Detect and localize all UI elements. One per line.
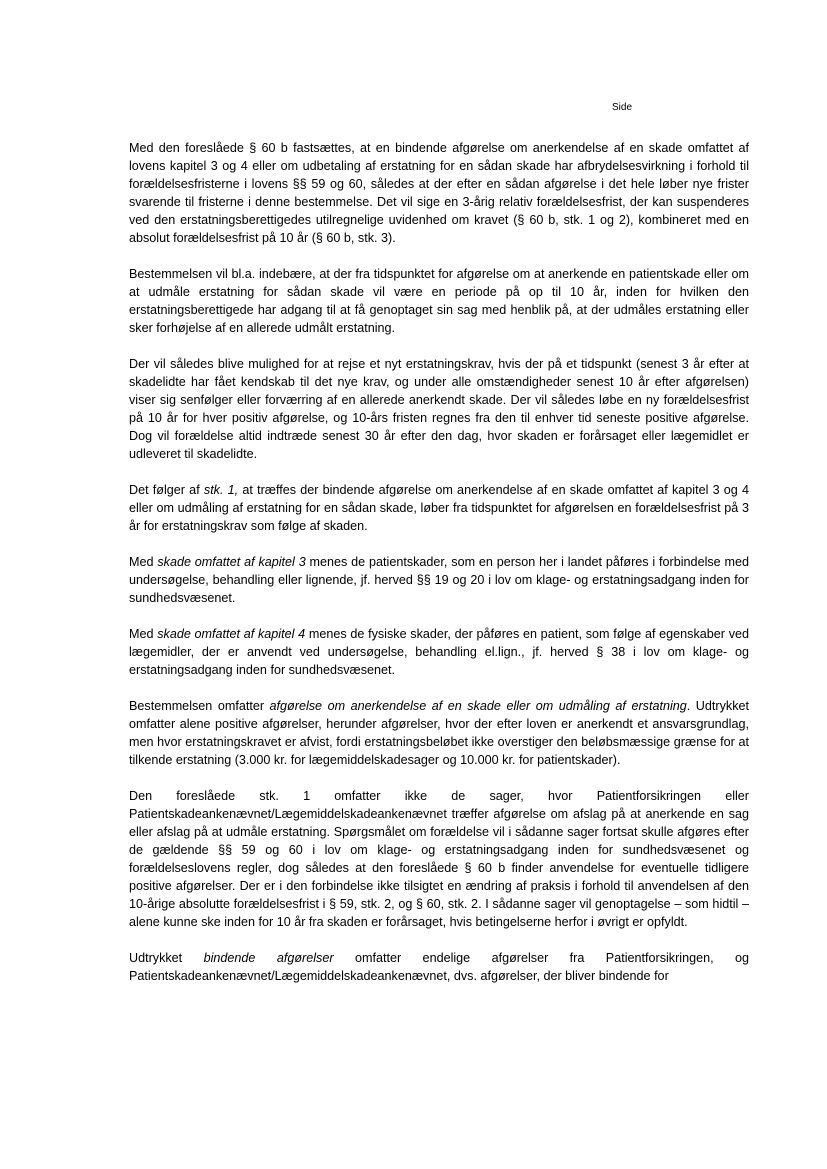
emphasis-stk1: stk. 1, (203, 483, 239, 497)
paragraph-6: Med skade omfattet af kapitel 4 menes de fysiske skader, der påføres en patient, som følge af egenskaber ved lægemidler, der er anvendt ved undersøgelse, behandling el.lign., jf. herved § 38 i lov om klage- og erstatningsadgang inden for sundhedsvæsenet. (129, 627, 750, 677)
paragraph-1: Med den foreslåede § 60 b fastsættes, at en bindende afgørelse om anerkendelse af en skade omfattet af lovens kapitel 3 og 4 eller om udbetaling af erstatning for en sådan skade har afbrydelsesvirkning i forhold til forældelsesfristerne i lovens §§ 59 og 60, således at der efter en sådan afgørelse i det hele løber nye frister svarende til fristerne i denne bestemmelse. Det vil sige en 3-årig relativ forældelsesfrist, der kan suspenderes ved den erstatningsberettigedes utilregnelige uvidenhed om kravet (§ 60 b, stk. 1 og 2), kombineret med en absolut forældelsesfrist på 10 år (§ 60 b, stk. 3). (129, 141, 749, 245)
paragraph-5: Med skade omfattet af kapitel 3 menes de patientskader, som en person her i landet påføres i forbindelse med undersøgelse, behandling eller lignende, jf. herved §§ 19 og 20 i lov om klage- og erstatningsadgang inden for sundhedsvæsenet. (129, 555, 750, 605)
page-header-side: Side (612, 102, 633, 113)
paragraph-2: Bestemmelsen vil bl.a. indebære, at der fra tidspunktet for afgørelse om at anerkende en patientskade eller om at udmåle erstatning for sådan skade vil være en periode på op til 10 år, inden for hvilken den erstatningsberettigede har adgang til at få genoptaget sin sag med henblik på, at der udmåles erstatning eller sker forhøjelse af en allerede udmålt erstatning. (129, 267, 749, 335)
paragraph-9: Udtrykket bindende afgørelser omfatter endelige afgørelser fra Patientforsikringen, og Patientskadeankenævnet/Lægemiddelskadeankenævnet, dvs. afgørelser, der bliver bindende for (129, 951, 750, 983)
paragraph-7: Bestemmelsen omfatter afgørelse om anerkendelse af en skade eller om udmåling af erstatning. Udtrykket omfatter alene positive afgørelser, herunder afgørelser, hvor der efter loven er anerkendt et ansvarsgrundlag, men hvor erstatningskravet er afvist, fordi erstatningsbeløbet ikke overstiger den beløbsmæssige grænse for at tilkende erstatning (3.000 kr. for lægemiddelskadesager og 10.000 kr. for patientskader). (129, 699, 749, 767)
emphasis-afgoerelse: afgørelse om anerkendelse af en skade eller om udmåling af erstatning (269, 699, 687, 713)
paragraph-4: Det følger af stk. 1, at træffes der bindende afgørelse om anerkendelse af en skade omfattet af kapitel 3 og 4 eller om udmåling af erstatning for en sådan skade, løber fra tidspunktet for afgørelsen en forældelsesfrist på 3 år for erstatningskrav som følge af skaden. (129, 483, 749, 533)
emphasis-bindende-afgoerelser: bindende afgørelser (203, 951, 334, 965)
document-body (129, 139, 749, 985)
emphasis-kapitel-4: skade omfattet af kapitel 4 (157, 627, 306, 641)
emphasis-kapitel-3: skade omfattet af kapitel 3 (157, 555, 306, 569)
paragraph-8: Den foreslåede stk. 1 omfatter ikke de sager, hvor Patientforsikringen eller Patientskadeankenævnet/Lægemiddelskadeankenævnet træffer afgørelse om afslag på at anerkende en sag eller afslag på at udmåle erstatning. Spørgsmålet om forældelse vil i sådanne sager fortsat skulle afgøres efter de gældende §§ 59 og 60 i lov om klage- og erstatningsadgang inden for sundhedsvæsenet og forældelseslovens regler, dog således at den foreslåede § 60 b finder anvendelse for eventuelle tidligere positive afgørelser. Der er i den forbindelse ikke tilsigtet en ændring af praksis i forhold til anvendelsen af den 10-årige absolutte forældelsesfrist i § 59, stk. 2, og § 60, stk. 2. I sådanne sager vil genoptagelse – som hidtil – alene kunne ske inden for 10 år fra skaden er forårsaget, hvis betingelserne herfor i øvrigt er opfyldt. (129, 789, 749, 929)
paragraph-3: Der vil således blive mulighed for at rejse et nyt erstatningskrav, hvis der på et tidspunkt (senest 3 år efter at skadelidte har fået kendskab til det nye krav, og under alle omstændigheder senest 10 år efter afgørelsen) viser sig senfølger eller forværring af en allerede anerkendt skade. Der vil således løbe en ny forældelsesfrist på 10 år for hver positiv afgørelse, og 10-års fristen regnes fra den til enhver tid seneste positive afgørelse. Dog vil forældelse altid indtræde senest 30 år efter den dag, hvor skaden er forårsaget eller lægemidlet er udleveret til skadelidte. (129, 357, 749, 461)
